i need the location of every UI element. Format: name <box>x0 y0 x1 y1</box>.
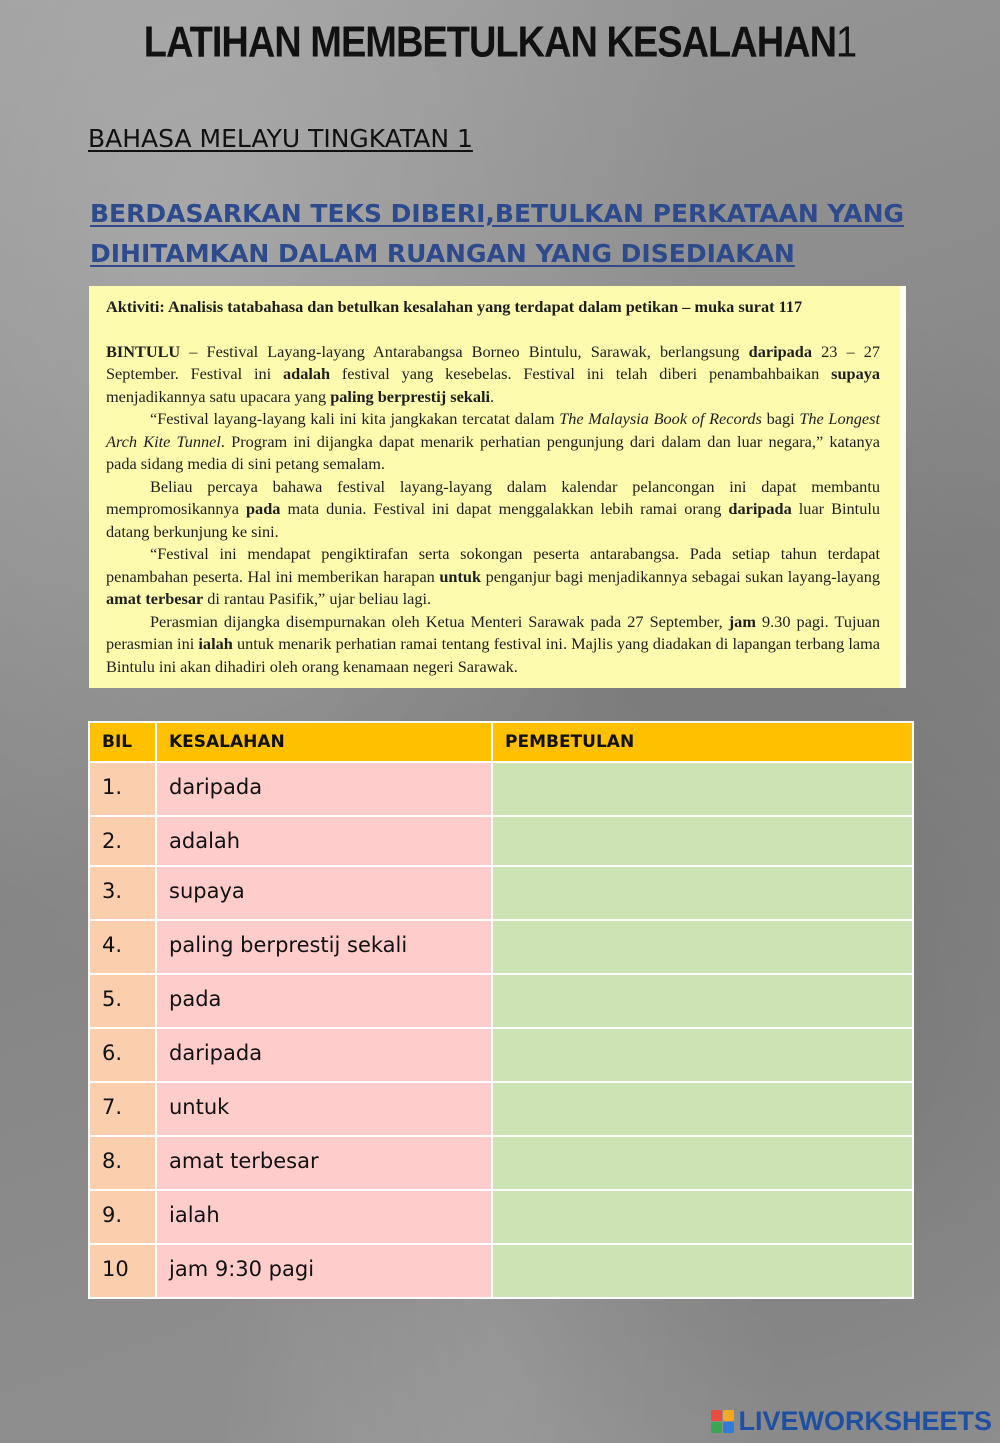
passage-text: untuk menarik perhatian ramai tentang festival ini. Majlis yang diadakan di lapangan terbang lama Bintulu ini akan dihadiri oleh orang kenamaan negeri Sarawak. <box>106 634 881 676</box>
highlighted-error-word: BINTULU <box>106 341 181 361</box>
row-number: 4. <box>89 920 156 974</box>
row-number: 10 <box>89 1244 156 1298</box>
passage-paragraph-3 <box>106 476 880 544</box>
logo-tile-icon <box>711 1422 722 1433</box>
highlighted-error-word: untuk <box>439 566 482 586</box>
passage-text: . <box>490 386 495 406</box>
table-row <box>89 1244 913 1298</box>
correction-cell[interactable] <box>492 1028 913 1082</box>
correction-cell[interactable] <box>492 974 913 1028</box>
passage-text: “Festival layang-layang kali ini kita jangkakan tercatat dalam <box>150 409 560 428</box>
passage-text: 9.30 pagi. Tujuan perasmian ini <box>106 611 880 653</box>
passage-text: di rantau Pasifik,” ujar beliau lagi. <box>203 589 432 608</box>
error-word: daripada <box>156 1028 492 1082</box>
correction-input[interactable] <box>493 1191 912 1215</box>
correction-cell[interactable] <box>492 816 913 866</box>
liveworksheets-logo-icon <box>711 1410 734 1433</box>
error-word: adalah <box>156 816 492 866</box>
passage-text: bagi <box>761 409 800 428</box>
correction-cell[interactable] <box>492 1082 913 1136</box>
correction-cell[interactable] <box>492 762 913 816</box>
title-text: LATIHAN MEMBETULKAN KESALAHAN <box>143 18 837 68</box>
table-row <box>89 1136 913 1190</box>
passage-paragraph-2 <box>106 408 880 476</box>
logo-tile-icon <box>711 1410 722 1421</box>
error-word: daripada <box>156 762 492 816</box>
highlighted-error-word: amat terbesar <box>106 589 204 608</box>
italic-title: The Malaysia Book of Records <box>559 409 762 428</box>
subject-heading: BAHASA MELAYU TINGKATAN 1 <box>88 124 473 153</box>
table-row <box>89 866 913 920</box>
header-kesalahan: KESALAHAN <box>156 722 492 762</box>
worksheet-title <box>0 19 1000 68</box>
highlighted-error-word: jam <box>728 611 756 631</box>
highlighted-error-word: supaya <box>831 364 880 383</box>
correction-input[interactable] <box>493 1029 912 1053</box>
correction-input[interactable] <box>493 763 912 787</box>
table-row <box>89 1190 913 1244</box>
table-row <box>89 1082 913 1136</box>
passage-text: penganjur bagi menjadikannya sebagai sukan layang-layang <box>481 566 880 586</box>
passage-text: festival yang kesebelas. Festival ini telah diberi penambahbaikan <box>330 364 832 383</box>
table-row <box>89 762 913 816</box>
row-number: 9. <box>89 1190 156 1244</box>
italic-title: The Longest Arch Kite Tunnel <box>106 409 880 451</box>
passage-text: Beliau percaya bahawa festival layang-layang dalam kalendar pelancongan ini dapat membantu mempromosikannya <box>106 476 880 518</box>
highlighted-error-word: daripada <box>728 499 792 518</box>
row-number: 6. <box>89 1028 156 1082</box>
passage-paragraph-5 <box>106 611 880 679</box>
table-row <box>89 816 913 866</box>
passage-text: mata dunia. Festival ini dapat menggalakkan lebih ramai orang <box>280 499 729 518</box>
row-number: 2. <box>89 816 156 866</box>
passage-text: “Festival ini mendapat pengiktirafan serta sokongan peserta antarabangsa. Pada setiap tahun terdapat penambahan peserta. Hal ini memberikan harapan <box>106 544 880 586</box>
error-word: supaya <box>156 866 492 920</box>
error-word: amat terbesar <box>156 1136 492 1190</box>
correction-input[interactable] <box>493 867 912 891</box>
error-word: pada <box>156 974 492 1028</box>
highlighted-error-word: adalah <box>283 364 331 383</box>
passage-text: Perasmian dijangka disempurnakan oleh Ketua Menteri Sarawak pada 27 September, <box>150 611 729 631</box>
table-row <box>89 974 913 1028</box>
correction-table <box>88 721 914 1299</box>
reading-passage <box>89 286 906 688</box>
error-word: ialah <box>156 1190 492 1244</box>
header-pembetulan: PEMBETULAN <box>492 722 913 762</box>
error-word: untuk <box>156 1082 492 1136</box>
correction-input[interactable] <box>493 975 912 999</box>
passage-text: luar Bintulu datang berkunjung ke sini. <box>106 499 880 541</box>
instruction-text: BERDASARKAN TEKS DIBERI,BETULKAN PERKATAAN YANG DIHITAMKAN DALAM RUANGAN YANG DISEDIAKAN <box>90 199 905 268</box>
logo-tile-icon <box>723 1422 734 1433</box>
table-body <box>89 762 913 1298</box>
highlighted-error-word: daripada <box>748 341 812 361</box>
liveworksheets-brand <box>711 1406 992 1437</box>
correction-input[interactable] <box>493 817 912 841</box>
passage-text: . Program ini dijangka dapat menarik perhatian pengunjung dari dalam dan luar negara,” katanya pada sidang media di sini petang semalam. <box>106 431 880 473</box>
passage-text: – Festival Layang-layang Antarabangsa Borneo Bintulu, Sarawak, berlangsung <box>180 341 749 361</box>
passage-text: menjadikannya satu upacara yang <box>106 386 331 406</box>
correction-input[interactable] <box>493 1137 912 1161</box>
correction-input[interactable] <box>493 1245 912 1269</box>
error-word: paling berprestij sekali <box>156 920 492 974</box>
correction-cell[interactable] <box>492 1244 913 1298</box>
table-row <box>89 920 913 974</box>
row-number: 5. <box>89 974 156 1028</box>
brand-name: LIVEWORKSHEETS <box>738 1406 992 1436</box>
error-word: jam 9:30 pagi <box>156 1244 492 1298</box>
title-number: 1 <box>836 18 857 68</box>
correction-input[interactable] <box>493 1083 912 1107</box>
table-header-row <box>89 722 913 762</box>
correction-cell[interactable] <box>492 920 913 974</box>
passage-paragraph-1 <box>106 341 880 409</box>
row-number: 8. <box>89 1136 156 1190</box>
correction-input[interactable] <box>493 921 912 945</box>
row-number: 3. <box>89 866 156 920</box>
correction-cell[interactable] <box>492 866 913 920</box>
passage-text: 23 – 27 September. Festival ini <box>106 341 880 383</box>
row-number: 1. <box>89 762 156 816</box>
row-number: 7. <box>89 1082 156 1136</box>
table-row <box>89 1028 913 1082</box>
header-bil: BIL <box>89 722 156 762</box>
highlighted-error-word: paling berprestij sekali <box>330 386 491 406</box>
passage-paragraph-4 <box>106 543 880 611</box>
correction-cell[interactable] <box>492 1190 913 1244</box>
correction-cell[interactable] <box>492 1136 913 1190</box>
passage-heading: Aktiviti: Analisis tatabahasa dan betulkan kesalahan yang terdapat dalam petikan – muka surat 117 <box>106 297 803 316</box>
logo-tile-icon <box>723 1410 734 1421</box>
highlighted-error-word: pada <box>246 499 281 518</box>
highlighted-error-word: ialah <box>198 634 233 653</box>
